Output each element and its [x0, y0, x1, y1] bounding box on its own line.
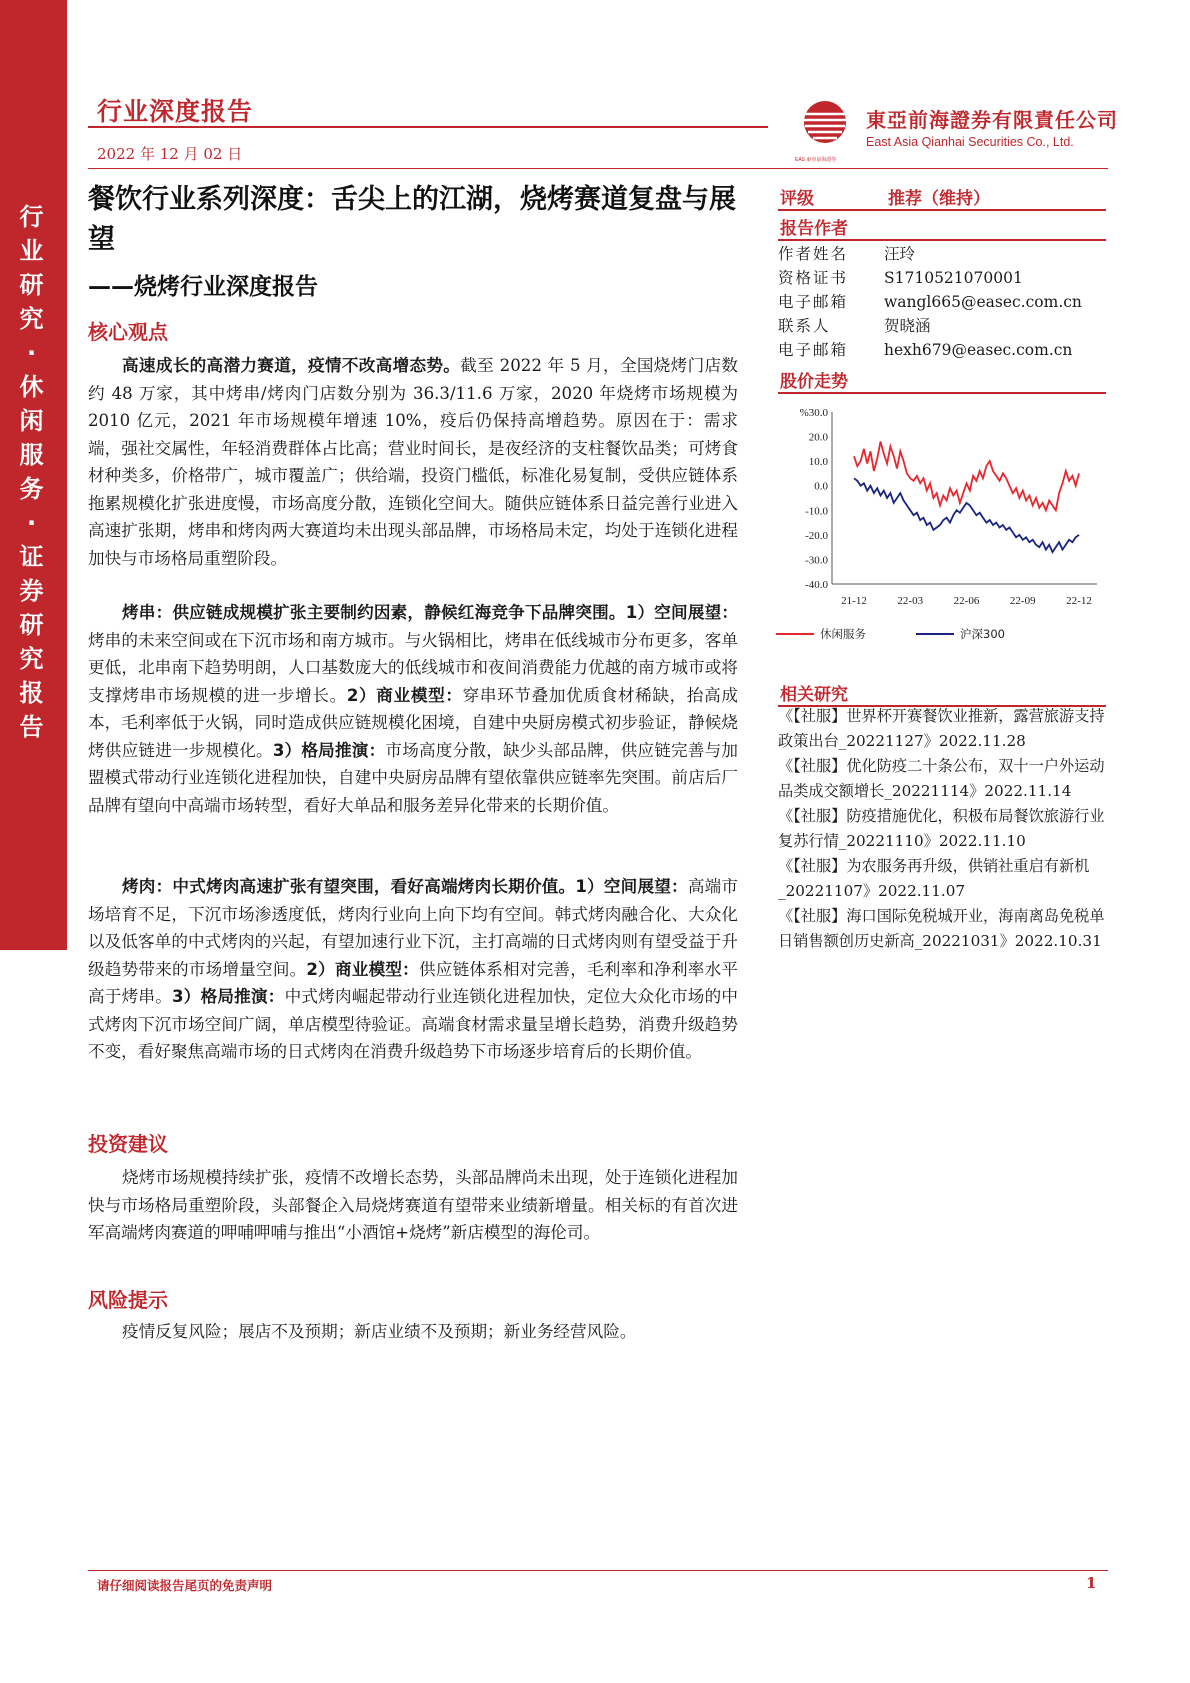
author-row — [778, 242, 1082, 266]
paragraph-investment: 烧烤市场规模持续扩张，疫情不改增长态势，头部品牌尚未出现，处于连锁化进程加快与市场格局重塑阶段，头部餐企入局烧烤赛道有望带来业绩新增量。相关标的有首次进军高端烤肉赛道的呷哺呷哺与推出“小酒馆+烧烤”新店模型的海伦司。 — [88, 1168, 738, 1242]
related-heading-row — [778, 678, 1106, 707]
sidebar-char: 研 — [19, 611, 48, 639]
rating-label: 评级 — [780, 189, 814, 209]
author-value: S1710521070001 — [884, 269, 1023, 287]
sidebar-char: 究 — [19, 645, 48, 673]
kebab-text-2: 穿串环节叠加优质食材稀缺，抬高成本，毛利率低于火锅，同时造成供应链规模化困境，自建中央厨房模式初步验证，静候烧烤供应链进一步规模化。 — [88, 685, 739, 760]
paragraph-overview-lead: 高速成长的高潜力赛道，疫情不改高增态势。 — [122, 356, 461, 375]
footer-divider — [88, 1570, 1108, 1571]
kebab-text-3: 市场高度分散，缺少头部品牌，供应链完善与加盟模式带动行业连锁化进程加快，自建中央厨房品牌有望依靠供应链率先突围。前店后厂品牌有望向中高端市场转型，看好大单品和服务差异化带来的长期价值。 — [88, 740, 739, 815]
author-heading: 报告作者 — [780, 219, 848, 239]
y-tick-label: -10.0 — [805, 505, 828, 518]
author-value: 汪玲 — [884, 245, 916, 263]
y-tick-label: 0.0 — [814, 480, 828, 493]
author-row — [778, 266, 1082, 290]
y-tick-label: 10.0 — [808, 456, 828, 469]
section-heading-risk: 风险提示 — [88, 1288, 168, 1312]
bbq-point-3: 3）格局推演： — [172, 987, 285, 1006]
header-divider — [88, 126, 768, 128]
sidebar-label — [0, 200, 67, 744]
paragraph-overview — [88, 352, 738, 572]
x-tick-label: 21-12 — [841, 595, 867, 607]
y-tick-label: -40.0 — [805, 579, 828, 591]
report-type: 行业深度报告 — [97, 97, 254, 126]
y-tick-label: -30.0 — [805, 554, 828, 567]
section-heading-core-view: 核心观点 — [88, 320, 168, 344]
stock-chart-svg — [772, 397, 1112, 667]
related-item[interactable]: 《【社服】防疫措施优化，积极布局餐饮旅游行业复苏行情_20221110》2022.11.10 — [778, 807, 1105, 850]
series-line — [854, 478, 1079, 552]
company-logo-icon — [795, 100, 855, 163]
sidebar-char: · — [26, 339, 41, 367]
related-item[interactable]: 《【社服】优化防疫二十条公布，双十一户外运动品类成交额增长_20221114》2022.11.14 — [778, 757, 1105, 800]
rating-row — [778, 182, 1106, 211]
stock-price-chart — [772, 397, 1112, 667]
related-item[interactable]: 《【社服】海口国际免税城开业，海南离岛免税单日销售额创历史新高_20221031》2022.10.31 — [778, 907, 1105, 950]
sidebar-char: 行 — [19, 203, 48, 231]
report-title: 餐饮行业系列深度：舌尖上的江湖，烧烤赛道复盘与展望 — [88, 184, 736, 255]
author-table — [778, 242, 1082, 362]
y-tick-label: 20.0 — [808, 431, 828, 444]
paragraph-bbq-lead: 烤肉：中式烤肉高速扩张有望突围，看好高端烤肉长期价值。 — [122, 877, 576, 896]
rating-value: 推荐（维持） — [888, 189, 990, 209]
sidebar-char: 证 — [19, 543, 48, 571]
x-tick-label: 22-09 — [1009, 595, 1036, 607]
related-research-list — [778, 704, 1108, 954]
paragraph-bbq — [88, 873, 738, 1066]
kebab-point-1: 1）空间展望： — [625, 603, 739, 622]
legend-label: 休闲服务 — [820, 627, 866, 641]
bbq-text-2: 供应链体系相对完善，毛利率和净利率水平高于烤串。 — [88, 959, 739, 1006]
paragraph-risk: 疫情反复风险；展店不及预期；新店业绩不及预期；新业务经营风险。 — [122, 1322, 637, 1341]
sidebar-char: 休 — [19, 373, 48, 401]
report-subtitle: ——烧烤行业深度报告 — [88, 274, 318, 300]
sidebar-char: 业 — [19, 237, 48, 265]
x-tick-label: 22-06 — [953, 595, 980, 607]
author-row — [778, 314, 1082, 338]
chart-heading: 股价走势 — [780, 372, 848, 392]
page-number: 1 — [1086, 1574, 1097, 1592]
author-key: 资格证书 — [778, 269, 849, 287]
sidebar-char: 研 — [19, 271, 48, 299]
author-value[interactable]: hexh679@easec.com.cn — [884, 341, 1073, 359]
author-value[interactable]: wangl665@easec.com.cn — [884, 293, 1082, 311]
author-row — [778, 338, 1082, 362]
sidebar-char: · — [26, 509, 41, 537]
author-row — [778, 290, 1082, 314]
company-name-en: East Asia Qianhai Securities Co., Ltd. — [866, 135, 1074, 149]
sidebar-char: 券 — [19, 577, 48, 605]
sidebar-char: 究 — [19, 305, 48, 333]
bbq-text-3: 中式烤肉崛起带动行业连锁化进程加快，定位大众化市场的中式烤肉下沉市场空间广阔，单店模型待验证。高端食材需求量呈增长趋势，消费升级趋势不变，看好聚焦高端市场的日式烤肉在消费升级趋势下市场逐步培育后的长期价值。 — [88, 987, 739, 1061]
author-key: 电子邮箱 — [778, 293, 849, 311]
kebab-point-2: 2）商业模型： — [346, 685, 463, 705]
kebab-text-1: 烤串的未来空间或在下沉市场和南方城市。与火锅相比，烤串在低线城市分布更多，客单更低，北串南下趋势明朗，人口基数庞大的低线城市和夜间消费能力优越的南方城市或将支撑烤串市场规模的进一步增长。 — [88, 630, 738, 705]
y-tick-label: %30.0 — [799, 407, 828, 419]
author-key: 电子邮箱 — [778, 341, 849, 359]
related-heading: 相关研究 — [780, 685, 848, 705]
sidebar-char: 报 — [19, 679, 48, 707]
y-tick-label: -20.0 — [805, 529, 828, 542]
paragraph-kebab-lead: 烤串：供应链成规模扩张主要制约因素，静候红海竞争下品牌突围。 — [122, 603, 626, 622]
legend-label: 沪深300 — [960, 627, 1005, 641]
sidebar-char: 服 — [19, 441, 48, 469]
author-heading-row — [778, 212, 1106, 241]
sidebar — [0, 0, 67, 1683]
header-thin-divider — [88, 168, 1108, 169]
related-item[interactable]: 《【社服】为农服务再升级，供销社重启有新机_20221107》2022.11.07 — [778, 857, 1090, 900]
sidebar-char: 告 — [19, 713, 48, 741]
x-tick-label: 22-12 — [1066, 595, 1092, 607]
section-heading-investment: 投资建议 — [88, 1132, 168, 1156]
author-key: 联系人 — [778, 317, 831, 335]
kebab-point-3: 3）格局推演： — [272, 740, 386, 760]
logo-small-text: EAS 東亞前海證券 — [795, 157, 837, 163]
chart-heading-row — [778, 365, 1106, 394]
company-name-cn: 東亞前海證券有限責任公司 — [866, 108, 1118, 132]
bbq-point-1: 1）空间展望： — [575, 877, 688, 896]
footer-disclaimer: 请仔细阅读报告尾页的免责声明 — [97, 1578, 273, 1593]
author-key: 作者姓名 — [778, 245, 849, 263]
author-value: 贺晓涵 — [884, 317, 931, 335]
paragraph-kebab — [88, 599, 738, 819]
sidebar-char: 务 — [19, 475, 48, 503]
bbq-point-2: 2）商业模型： — [306, 959, 419, 979]
report-date: 2022 年 12 月 02 日 — [97, 145, 243, 163]
x-tick-label: 22-03 — [897, 595, 924, 607]
sidebar-char: 闲 — [19, 407, 48, 435]
bbq-text-1: 高端市场培育不足，下沉市场渗透度低，烤肉行业向上向下均有空间。韩式烤肉融合化、大众化以及低客单的中式烤肉的兴起，有望加速行业下沉，主打高端的日式烤肉则有望受益于升级趋势带来的市场增量空间。 — [88, 877, 739, 979]
series-line — [854, 442, 1079, 511]
paragraph-overview-body: 截至 2022 年 5 月，全国烧烤门店数约 48 万家，其中烤串/烤肉门店数分别为 36.3/11.6 万家，2020 年烧烤市场规模为 2010 亿元，2021 年市场规模年增速 10%，疫后仍保持高增趋势。原因在于：需求端，强社交属性，年轻消费群体占比高；营业时间长，是夜经济的支柱餐饮品类；可烤食材种类多，价格带广，城市覆盖广；供给端，投资门槛低，标准化易复制，受供应链体系拖累规模化扩张进度慢，市场高度分散，连锁化空间大。随供应链体系日益完善行业进入高速扩张期，烤串和烤肉两大赛道均未出现头部品牌，市场格局未定，均处于连锁化进程加快与市场格局重塑阶段。 — [88, 356, 739, 568]
related-item[interactable]: 《【社服】世界杯开赛餐饮业推新，露营旅游支持政策出台_20221127》2022.11.28 — [778, 707, 1105, 750]
